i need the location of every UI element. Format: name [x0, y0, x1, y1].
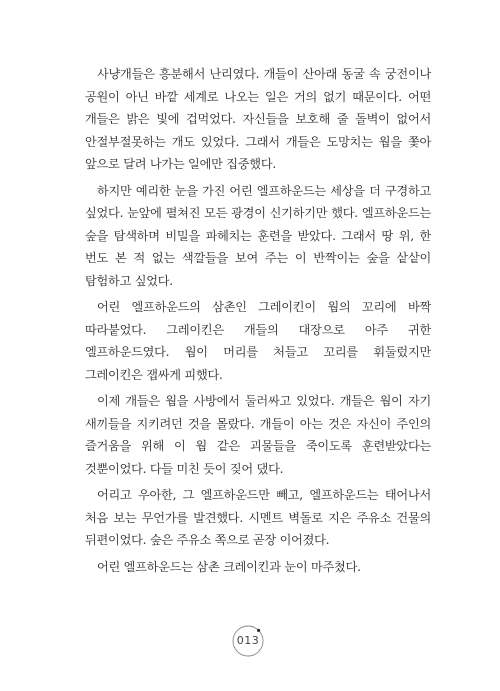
paragraph-4: 이제 개들은 웜을 사방에서 둘러싸고 있었다. 개들은 웜이 자기 새끼들을 지키려던 것을 몰랐다. 개들이 아는 것은 자신이 주인의 즐거움을 위해 이 웜 같은 괴물들을 죽이도록 훈련받았다는 것뿐이었다. 다들 미친 듯이 짖어 댔다.: [85, 394, 431, 476]
paragraph-6: 어린 엘프하운드는 삼촌 크레이킨과 눈이 마주쳤다.: [97, 559, 361, 574]
page-number-badge: [228, 621, 268, 661]
paragraph-2: 하지만 예리한 눈을 가진 어린 엘프하운드는 세상을 더 구경하고 싶었다. 눈앞에 펼쳐진 모든 광경이 신기하기만 했다. 엘프하운드는 숲을 탐색하며 비밀을 파헤치는 훈련을 받았다. 그래서 땅 위, 한 번도 본 적 없는 색깔들을 보여 주는 이 반짝이는 숲을 샅샅이 탐험하고 싶었다.: [85, 183, 431, 288]
page-number: 013: [236, 634, 260, 647]
paragraph-1: 사냥개들은 흥분해서 난리였다. 개들이 산아래 동굴 속 궁전이나 공원이 아닌 바깥 세계로 나오는 일은 거의 없기 때문이다. 어떤 개들은 밝은 빛에 겁먹었다. 자신들을 보호해 줄 돌벽이 없어서 안절부절못하는 개도 있었다. 그래서 개들은 도망치는 웜을 쫓아 앞으로 달려 나가는 일에만 집중했다.: [85, 67, 431, 171]
paragraph-5: 어리고 우아한, 그 엘프하운드만 빼고, 엘프하운드는 태어나서 처음 보는 무언가를 발견했다. 시멘트 벽돌로 지은 주유소 건물의 뒤편이었다. 숲은 주유소 쪽으로 곧장 이어졌다.: [85, 488, 431, 547]
body-text: [85, 63, 431, 582]
paragraph-3: 어린 엘프하운드의 삼촌인 그레이킨이 웜의 꼬리에 바짝 따라붙었다. 그레이킨은 개들의 대장으로 아주 귀한 엘프하운드였다. 웜이 머리를 처들고 꼬리를 휘둘렀지만 그레이킨은 잽싸게 피했다.: [85, 300, 431, 382]
